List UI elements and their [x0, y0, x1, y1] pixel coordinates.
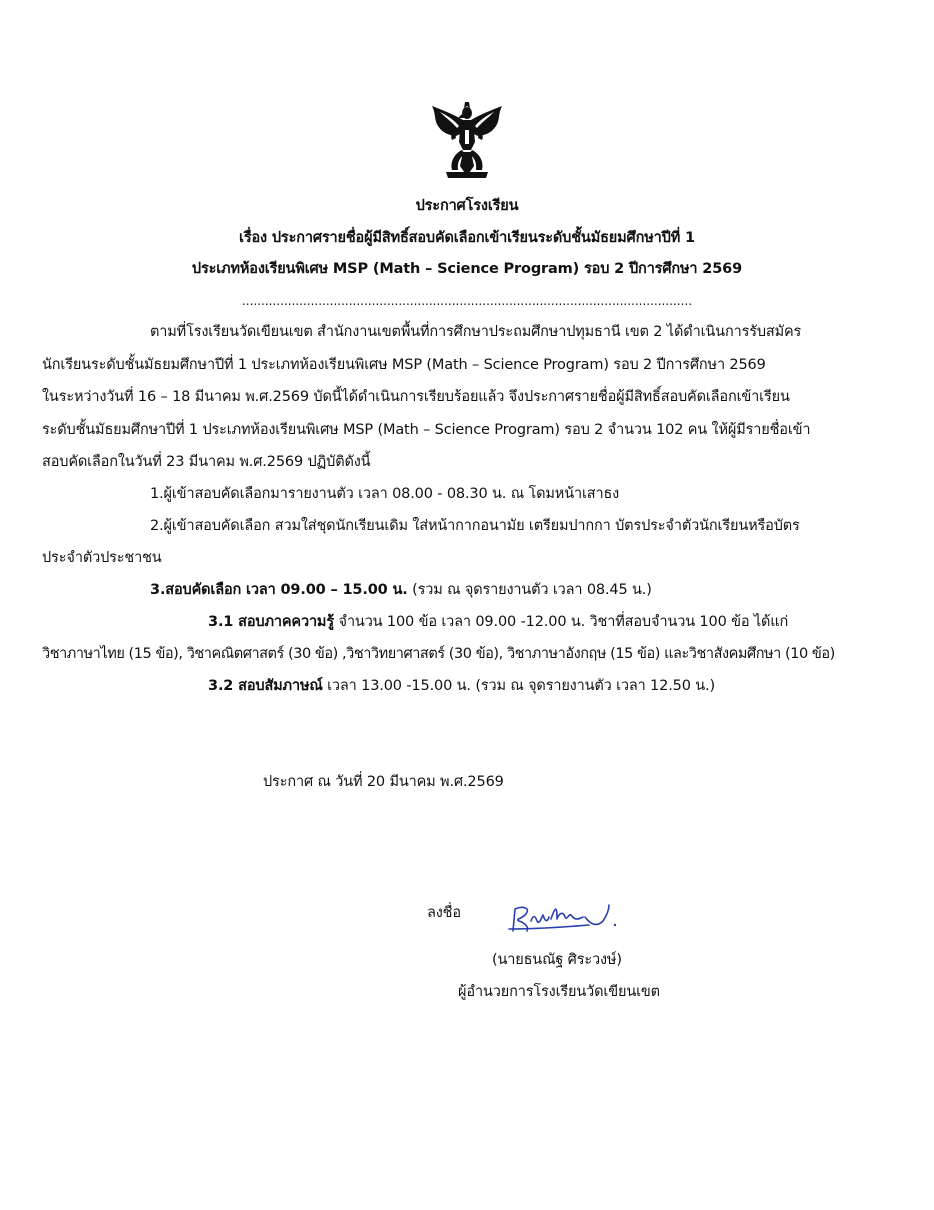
instruction-item-3 [150, 580, 652, 600]
announcement-date: ประกาศ ณ วันที่ 20 มีนาคม พ.ศ.2569 [263, 774, 504, 790]
instruction-item-3-1 [208, 612, 788, 632]
instruction-item-2: 2.ผู้เข้าสอบคัดเลือก สวมใส่ชุดนักเรียนเดิม ใส่หน้ากากอนามัย เตรียมปากกา บัตรประจำตัวนักเรียนหรือบัตร [150, 518, 800, 534]
body-paragraph-line: ในระหว่างวันที่ 16 – 18 มีนาคม พ.ศ.2569 บัดนี้ได้ดำเนินการเรียบร้อยแล้ว จึงประกาศรายชื่อผู้มีสิทธิ์สอบคัดเลือกเข้าเรียน [42, 389, 790, 405]
instruction-item-3-2 [208, 676, 715, 696]
item-3-1-heading: 3.1 สอบภาคความรู้ [208, 614, 334, 630]
handwritten-signature-icon [505, 895, 630, 940]
announcement-program: ประเภทห้องเรียนพิเศษ MSP (Math – Science Program) รอบ 2 ปีการศึกษา 2569 [191, 261, 743, 277]
body-paragraph-line: ระดับชั้นมัธยมศึกษาปีที่ 1 ประเภทห้องเรียนพิเศษ MSP (Math – Science Program) รอบ 2 จำนวน 102 คน ให้ผู้มีรายชื่อเข้า [42, 422, 811, 438]
body-paragraph-line: ตามที่โรงเรียนวัดเขียนเขต สำนักงานเขตพื้นที่การศึกษาประถมศึกษาปทุมธานี เขต 2 ได้ดำเนินการรับสมัคร [150, 324, 802, 340]
signer-name: (นายธนณัฐ ศิระวงษ์) [492, 952, 622, 968]
item-3-2-detail: เวลา 13.00 -15.00 น. (รวม ณ จุดรายงานตัว เวลา 12.50 น.) [322, 678, 716, 694]
subject-list: วิชาภาษาไทย (15 ข้อ), วิชาคณิตศาสตร์ (30 ข้อ) ,วิชาวิทยาศาสตร์ (30 ข้อ), วิชาภาษาอังกฤษ (15 ข้อ) และวิชาสังคมศึกษา (10 ข้อ) [42, 646, 835, 662]
item-3-heading: 3.สอบคัดเลือก เวลา 09.00 – 15.00 น. [150, 582, 408, 598]
signer-title: ผู้อำนวยการโรงเรียนวัดเขียนเขต [458, 984, 660, 1000]
item-3-2-heading: 3.2 สอบสัมภาษณ์ [208, 678, 323, 694]
announcement-heading: ประกาศโรงเรียน [415, 198, 519, 214]
instruction-item-1: 1.ผู้เข้าสอบคัดเลือกมารายงานตัว เวลา 08.00 - 08.30 น. ณ โดมหน้าเสาธง [150, 486, 620, 502]
sign-label: ลงชื่อ [427, 905, 461, 921]
item-3-1-detail: จำนวน 100 ข้อ เวลา 09.00 -12.00 น. วิชาที่สอบจำนวน 100 ข้อ ได้แก่ [333, 614, 789, 630]
instruction-item-2-cont: ประจำตัวประชาชน [42, 550, 162, 566]
body-paragraph-line: นักเรียนระดับชั้นมัธยมศึกษาปีที่ 1 ประเภทห้องเรียนพิเศษ MSP (Math – Science Program) รอบ 2 ปีการศึกษา 2569 [42, 357, 766, 373]
body-paragraph-line: สอบคัดเลือกในวันที่ 23 มีนาคม พ.ศ.2569 ปฏิบัติดังนี้ [42, 454, 371, 470]
item-3-detail: (รวม ณ จุดรายงานตัว เวลา 08.45 น.) [407, 582, 652, 598]
garuda-emblem-icon [428, 100, 506, 180]
dotted-divider: ...................................................................................................................... [241, 294, 693, 308]
announcement-subject: เรื่อง ประกาศรายชื่อผู้มีสิทธิ์สอบคัดเลือกเข้าเรียนระดับชั้นมัธยมศึกษาปีที่ 1 [239, 230, 695, 246]
